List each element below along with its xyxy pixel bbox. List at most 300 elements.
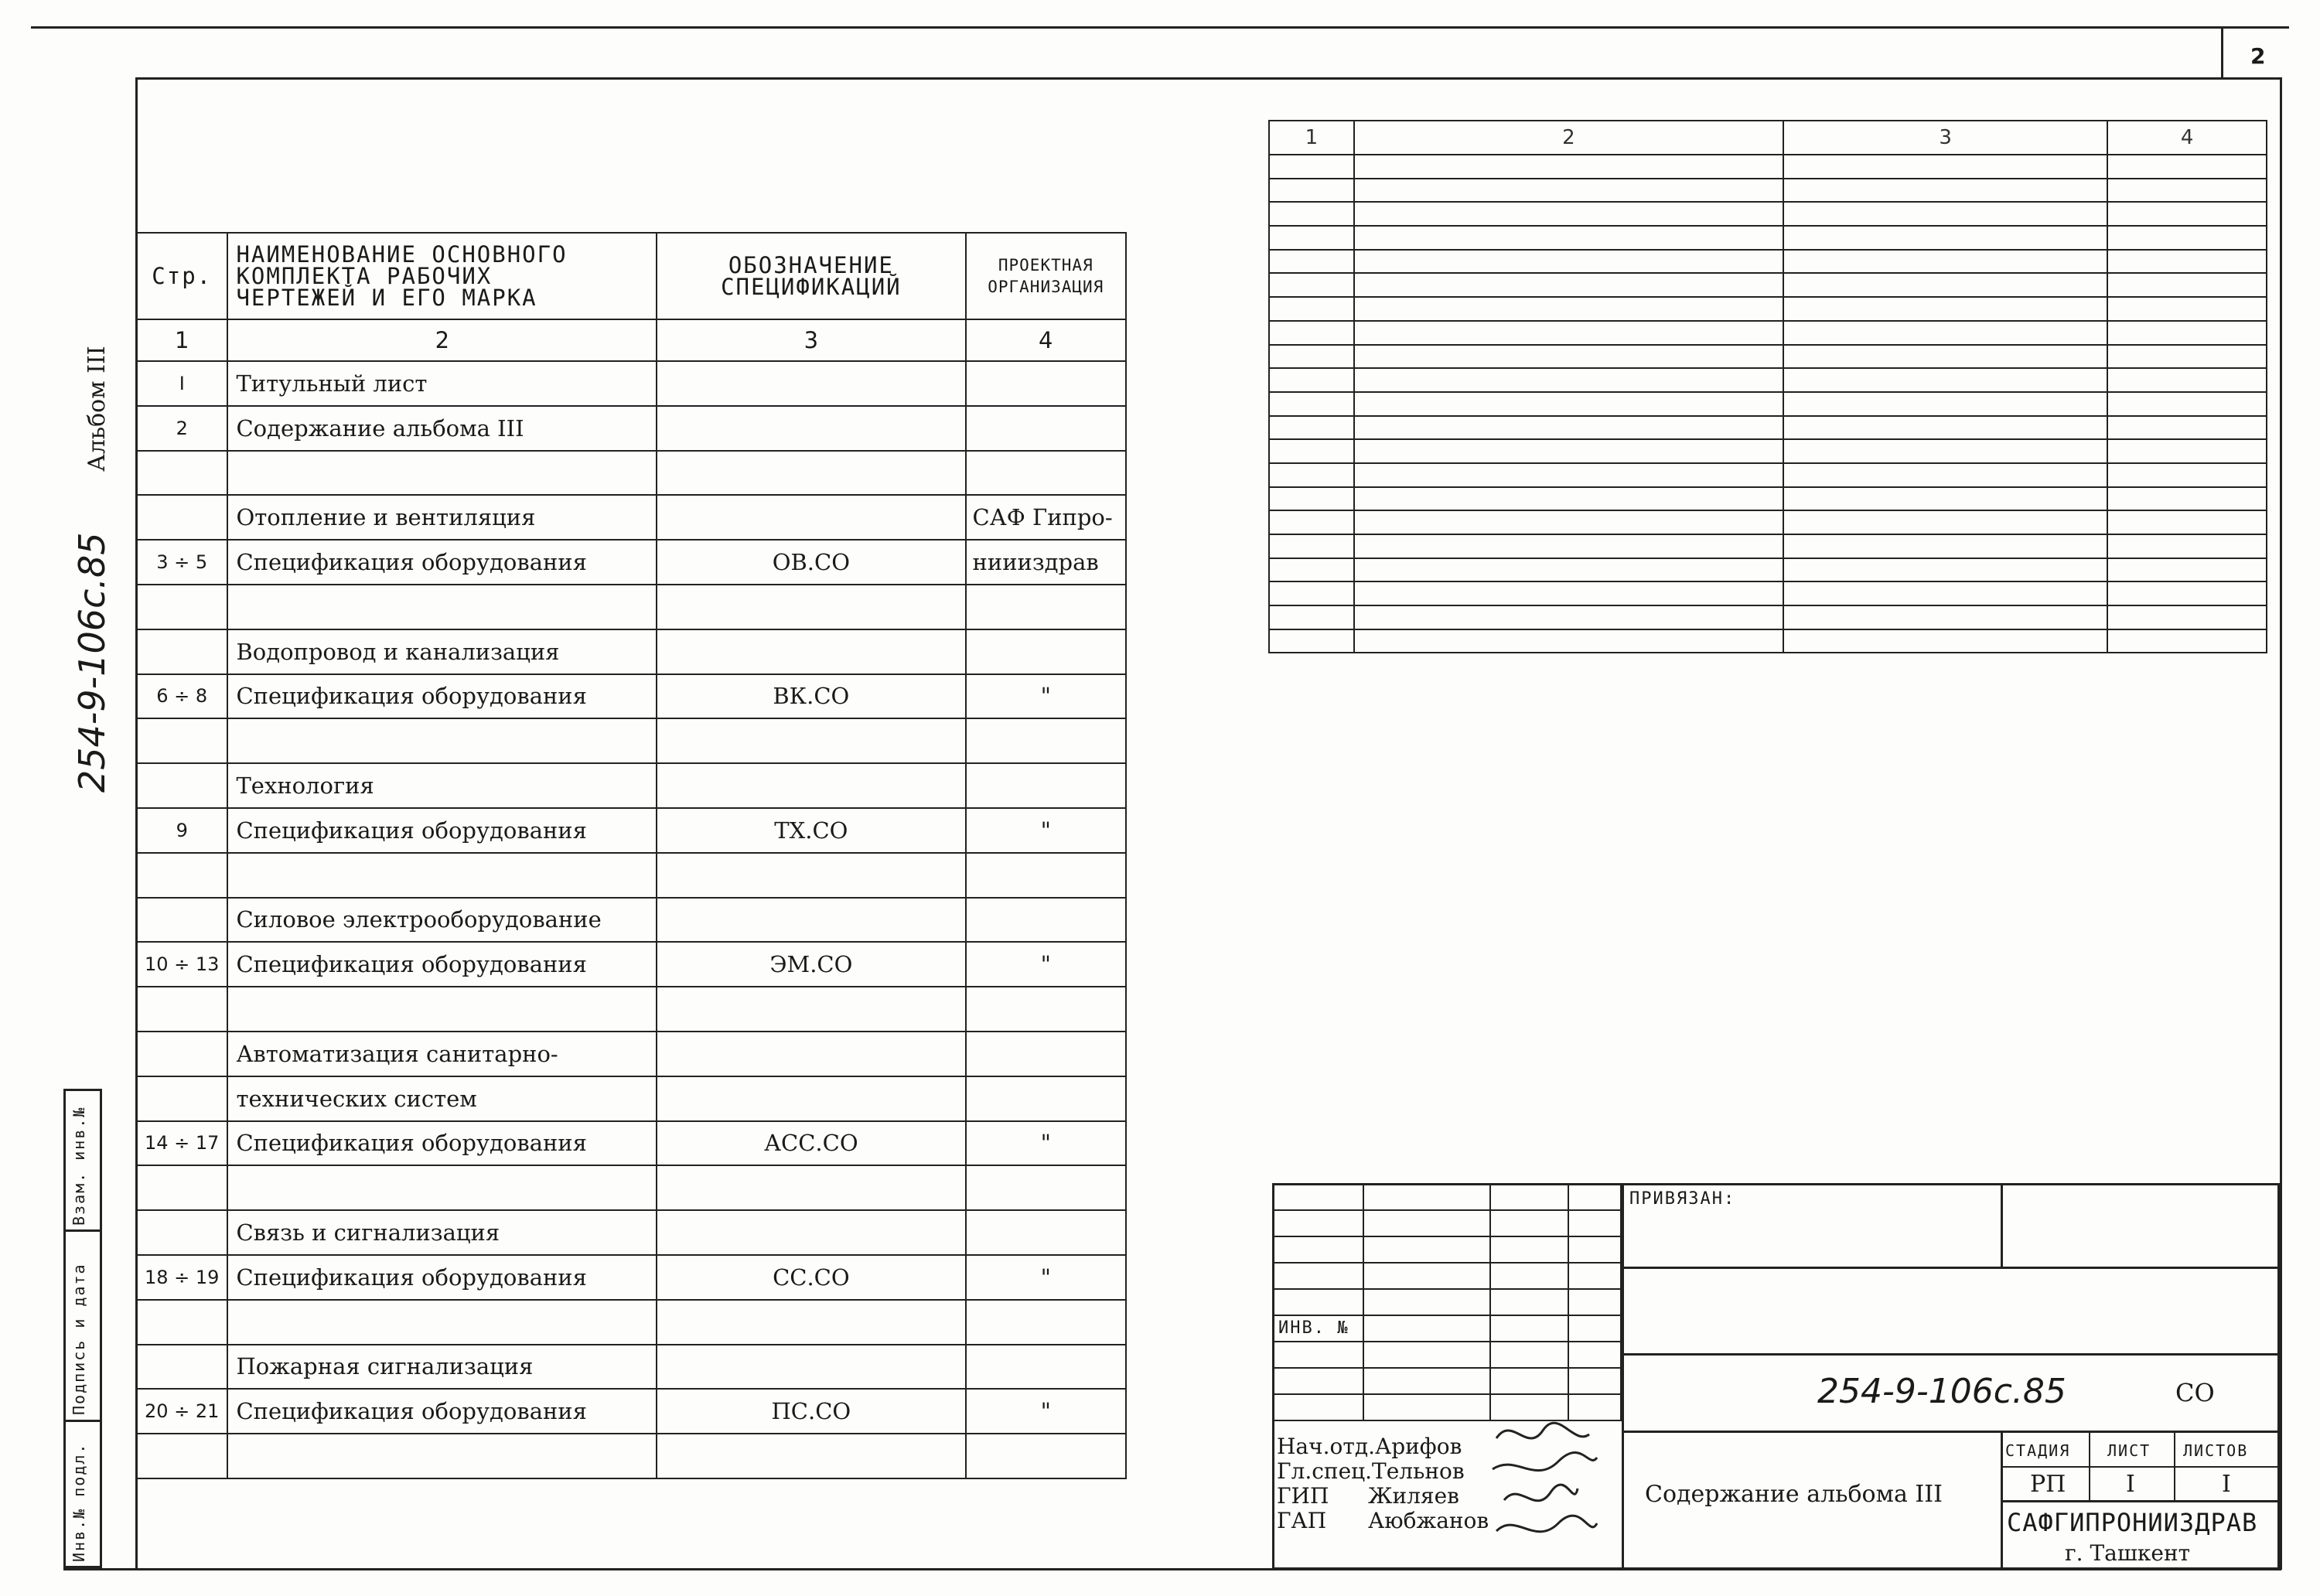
blank-cell bbox=[1269, 179, 1354, 203]
stamp-cell bbox=[1363, 1210, 1489, 1236]
blank-cell bbox=[1783, 273, 2107, 297]
organization-cell: " bbox=[966, 808, 1126, 853]
name-cell bbox=[227, 987, 657, 1032]
side-stamp-divider bbox=[63, 1229, 102, 1232]
stamp-cell bbox=[1363, 1368, 1489, 1394]
stamp-cell bbox=[1363, 1184, 1489, 1210]
blank-cell bbox=[1354, 179, 1783, 203]
blank-cell bbox=[2107, 345, 2267, 369]
signature-name: Жиляев bbox=[1368, 1483, 1459, 1509]
document-mark: СО bbox=[2175, 1378, 2215, 1407]
blank-cell bbox=[1783, 368, 2107, 392]
designation-cell bbox=[657, 1165, 965, 1210]
blank-cell bbox=[2107, 605, 2267, 629]
header-designation-line: СПЕЦИФИКАЦИЙ bbox=[721, 274, 902, 300]
page-cell: 6 ÷ 8 bbox=[136, 674, 227, 719]
column-number-row bbox=[136, 319, 1126, 361]
table-row bbox=[136, 406, 1126, 451]
blank-cell bbox=[2107, 629, 2267, 653]
name-cell: Связь и сигнализация bbox=[227, 1210, 657, 1255]
blank-cell bbox=[2107, 439, 2267, 463]
top-border-line bbox=[31, 26, 2289, 29]
blank-cell bbox=[1269, 463, 1354, 487]
page-cell: 10 ÷ 13 bbox=[136, 942, 227, 987]
blank-cell bbox=[1269, 416, 1354, 440]
table-row bbox=[136, 1032, 1126, 1076]
stamp-cell bbox=[1568, 1315, 1621, 1342]
side-field-inv: Инв.№ подл. bbox=[70, 1442, 88, 1562]
name-cell: Спецификация оборудования bbox=[227, 674, 657, 719]
name-cell: Технология bbox=[227, 763, 657, 808]
page-cell bbox=[136, 1032, 227, 1076]
blank-cell bbox=[1269, 321, 1354, 345]
blank-cell bbox=[1783, 605, 2107, 629]
name-cell bbox=[227, 451, 657, 496]
blank-cell bbox=[1354, 581, 1783, 605]
page-cell: I bbox=[136, 361, 227, 406]
signature-role: Гл.спец. bbox=[1277, 1458, 1373, 1484]
name-cell bbox=[227, 1434, 657, 1478]
title-divider-h bbox=[1622, 1353, 2280, 1356]
stamp-row bbox=[1273, 1236, 1621, 1263]
designation-cell bbox=[657, 629, 965, 674]
designation-cell: ПС.СО bbox=[657, 1389, 965, 1434]
blank-row bbox=[1269, 463, 2267, 487]
blank-cell bbox=[2107, 226, 2267, 250]
stage-divider-v bbox=[2174, 1431, 2175, 1500]
column-number: 2 bbox=[227, 319, 657, 361]
table-row bbox=[136, 853, 1126, 898]
stamp-cell bbox=[1490, 1236, 1569, 1263]
blank-cell bbox=[1354, 463, 1783, 487]
table-row bbox=[136, 674, 1126, 719]
stage-divider-h bbox=[2001, 1466, 2280, 1468]
organization-cell bbox=[966, 1345, 1126, 1390]
blank-cell bbox=[1354, 273, 1783, 297]
blank-cell bbox=[1354, 439, 1783, 463]
name-cell: Содержание альбома III bbox=[227, 406, 657, 451]
stamp-cell bbox=[1490, 1263, 1569, 1289]
designation-cell bbox=[657, 987, 965, 1032]
page-cell bbox=[136, 1210, 227, 1255]
table-row bbox=[136, 1255, 1126, 1300]
blank-cell bbox=[1269, 558, 1354, 582]
organization-cell bbox=[966, 853, 1126, 898]
table-row bbox=[136, 1210, 1126, 1255]
table-row bbox=[136, 1434, 1126, 1478]
column-number: 2 bbox=[1354, 121, 1783, 155]
blank-row bbox=[1269, 392, 2267, 416]
organization-cell: " bbox=[966, 1255, 1126, 1300]
blank-row bbox=[1269, 226, 2267, 250]
designation-cell bbox=[657, 1076, 965, 1121]
signature-role: Нач.отд. bbox=[1277, 1434, 1376, 1459]
blank-cell bbox=[1269, 581, 1354, 605]
designation-cell: ОВ.СО bbox=[657, 540, 965, 585]
inv-label: ИНВ. № bbox=[1278, 1318, 1349, 1338]
document-title: Содержание альбома III bbox=[1645, 1481, 1943, 1508]
blank-cell bbox=[1354, 345, 1783, 369]
sheet-value: I bbox=[2126, 1471, 2135, 1498]
column-number: 1 bbox=[136, 319, 227, 361]
page-cell bbox=[136, 495, 227, 540]
blank-cell bbox=[1783, 558, 2107, 582]
designation-cell: ТХ.СО bbox=[657, 808, 965, 853]
header-designation-line: ОБОЗНАЧЕНИЕ bbox=[728, 252, 894, 278]
organization-cell bbox=[966, 1076, 1126, 1121]
blank-cell bbox=[1269, 392, 1354, 416]
organization-cell: " bbox=[966, 674, 1126, 719]
signature-row bbox=[1277, 1484, 1489, 1509]
title-divider-h bbox=[1622, 1431, 2280, 1433]
signature-row bbox=[1277, 1509, 1489, 1533]
name-cell bbox=[227, 718, 657, 763]
handwritten-signatures bbox=[1481, 1415, 1612, 1562]
stamp-cell bbox=[1568, 1368, 1621, 1394]
name-cell: Спецификация оборудования bbox=[227, 1389, 657, 1434]
blank-row bbox=[1269, 605, 2267, 629]
blank-row bbox=[1269, 202, 2267, 226]
blank-row bbox=[1269, 487, 2267, 511]
stamp-cell bbox=[1273, 1210, 1363, 1236]
designation-cell bbox=[657, 1210, 965, 1255]
blank-cell bbox=[1783, 321, 2107, 345]
organization-cell bbox=[966, 987, 1126, 1032]
page-cell bbox=[136, 585, 227, 629]
table-row bbox=[136, 763, 1126, 808]
table-row bbox=[136, 898, 1126, 943]
blank-cell bbox=[1354, 321, 1783, 345]
stamp-cell bbox=[1363, 1342, 1489, 1368]
contents-header-row bbox=[136, 233, 1126, 319]
side-stamp-divider bbox=[63, 1420, 102, 1422]
blank-row bbox=[1269, 368, 2267, 392]
page-cell bbox=[136, 898, 227, 943]
name-cell: Силовое электрооборудование bbox=[227, 898, 657, 943]
stamp-cell bbox=[1273, 1236, 1363, 1263]
blank-cell bbox=[1269, 155, 1354, 179]
blank-cell bbox=[1269, 510, 1354, 534]
blank-cell bbox=[1783, 297, 2107, 321]
designation-cell bbox=[657, 495, 965, 540]
sheets-value: I bbox=[2222, 1471, 2231, 1498]
stamp-cell bbox=[1273, 1184, 1363, 1210]
side-drawing-code: 254-9-106с.85 bbox=[71, 532, 113, 793]
blank-cell bbox=[1354, 368, 1783, 392]
side-field-signature: Подпись и дата bbox=[70, 1263, 88, 1415]
designation-cell: ЭМ.СО bbox=[657, 942, 965, 987]
stamp-cell bbox=[1490, 1342, 1569, 1368]
header-name-line: КОМПЛЕКТА РАБОЧИХ bbox=[236, 263, 493, 289]
table-row bbox=[136, 361, 1126, 406]
column-number: 3 bbox=[1783, 121, 2107, 155]
blank-cell bbox=[1354, 534, 1783, 558]
stamp-cell bbox=[1568, 1210, 1621, 1236]
header-designation bbox=[657, 233, 965, 319]
table-row bbox=[136, 1076, 1126, 1121]
organization-cell bbox=[966, 1210, 1126, 1255]
stamp-cell bbox=[1568, 1184, 1621, 1210]
page-cell bbox=[136, 1300, 227, 1345]
page-cell bbox=[136, 1165, 227, 1210]
stamp-cell bbox=[1568, 1342, 1621, 1368]
sheet-number-box-line bbox=[2221, 26, 2223, 77]
blank-cell bbox=[1783, 416, 2107, 440]
blank-row bbox=[1269, 179, 2267, 203]
designation-cell bbox=[657, 361, 965, 406]
name-cell: технических систем bbox=[227, 1076, 657, 1121]
blank-cell bbox=[1783, 439, 2107, 463]
designation-cell bbox=[657, 1032, 965, 1076]
blank-row bbox=[1269, 321, 2267, 345]
blank-cell bbox=[1269, 345, 1354, 369]
organization-cell bbox=[966, 406, 1126, 451]
title-divider-h bbox=[1622, 1267, 2280, 1269]
blank-cell bbox=[2107, 202, 2267, 226]
blank-row bbox=[1269, 345, 2267, 369]
blank-cell bbox=[1269, 605, 1354, 629]
table-row bbox=[136, 629, 1126, 674]
table-row bbox=[136, 1300, 1126, 1345]
signature-name: Арифов bbox=[1375, 1434, 1462, 1459]
drawing-code: 254-9-106с.85 bbox=[1817, 1372, 2066, 1411]
blank-cell bbox=[1354, 558, 1783, 582]
organization-cell bbox=[966, 361, 1126, 406]
blank-cell bbox=[2107, 321, 2267, 345]
page-cell bbox=[136, 853, 227, 898]
page-cell: 3 ÷ 5 bbox=[136, 540, 227, 585]
blank-row bbox=[1269, 581, 2267, 605]
header-name-line: НАИМЕНОВАНИЕ ОСНОВНОГО bbox=[236, 241, 568, 268]
blank-cell bbox=[2107, 273, 2267, 297]
blank-cell bbox=[2107, 416, 2267, 440]
organization-cell bbox=[966, 1300, 1126, 1345]
blank-cell bbox=[1783, 392, 2107, 416]
stamp-cell bbox=[1490, 1315, 1569, 1342]
page-cell: 2 bbox=[136, 406, 227, 451]
signature-list bbox=[1277, 1434, 1489, 1533]
table-row bbox=[136, 942, 1126, 987]
sheet-number: 2 bbox=[2250, 43, 2266, 69]
blank-cell bbox=[1783, 202, 2107, 226]
signature-role: ГИП bbox=[1277, 1483, 1329, 1509]
blank-cell bbox=[1269, 202, 1354, 226]
designation-cell bbox=[657, 718, 965, 763]
name-cell: Спецификация оборудования bbox=[227, 808, 657, 853]
designation-cell: СС.СО bbox=[657, 1255, 965, 1300]
blank-cell bbox=[1354, 629, 1783, 653]
column-number: 4 bbox=[2107, 121, 2267, 155]
stamp-cell bbox=[1363, 1394, 1489, 1420]
stamp-cell bbox=[1568, 1289, 1621, 1315]
name-cell bbox=[227, 853, 657, 898]
right-blank-body bbox=[1269, 155, 2267, 653]
header-name bbox=[227, 233, 657, 319]
name-cell: Водопровод и канализация bbox=[227, 629, 657, 674]
signature-name: Тельнов bbox=[1372, 1458, 1465, 1484]
name-cell bbox=[227, 585, 657, 629]
organization-cell bbox=[966, 718, 1126, 763]
stamp-row bbox=[1273, 1263, 1621, 1289]
blank-cell bbox=[1783, 629, 2107, 653]
blank-cell bbox=[2107, 179, 2267, 203]
organization-cell: " bbox=[966, 1121, 1126, 1166]
blank-cell bbox=[1269, 297, 1354, 321]
page-cell bbox=[136, 451, 227, 496]
stamp-cell bbox=[1363, 1236, 1489, 1263]
stamp-cell bbox=[1273, 1263, 1363, 1289]
blank-cell bbox=[1783, 345, 2107, 369]
blank-cell bbox=[1269, 273, 1354, 297]
blank-cell bbox=[1783, 250, 2107, 274]
sheets-label: ЛИСТОВ bbox=[2183, 1441, 2249, 1460]
designation-cell bbox=[657, 853, 965, 898]
sheet-label: ЛИСТ bbox=[2107, 1441, 2151, 1460]
table-row bbox=[136, 1165, 1126, 1210]
page-cell: 14 ÷ 17 bbox=[136, 1121, 227, 1166]
blank-cell bbox=[1783, 581, 2107, 605]
stamp-cell bbox=[1490, 1289, 1569, 1315]
page-cell bbox=[136, 763, 227, 808]
title-divider-v bbox=[1622, 1183, 1624, 1570]
blank-cell bbox=[1783, 487, 2107, 511]
name-cell: Титульный лист bbox=[227, 361, 657, 406]
blank-cell bbox=[1354, 202, 1783, 226]
designation-cell bbox=[657, 898, 965, 943]
attached-label: ПРИВЯЗАН: bbox=[1629, 1189, 1736, 1209]
name-cell: Пожарная сигнализация bbox=[227, 1345, 657, 1390]
organization-cell: САФ Гипро- bbox=[966, 495, 1126, 540]
contents-table bbox=[135, 232, 1127, 1479]
title-block bbox=[1272, 1183, 2280, 1570]
designation-cell: АСС.СО bbox=[657, 1121, 965, 1166]
organization-cell bbox=[966, 1165, 1126, 1210]
designation-cell: ВК.СО bbox=[657, 674, 965, 719]
blank-row bbox=[1269, 439, 2267, 463]
blank-cell bbox=[1269, 250, 1354, 274]
blank-cell bbox=[1354, 510, 1783, 534]
inner-frame-right bbox=[2280, 77, 2282, 1570]
blank-cell bbox=[1269, 534, 1354, 558]
designation-cell bbox=[657, 451, 965, 496]
blank-row bbox=[1269, 297, 2267, 321]
stage-divider-v bbox=[2089, 1431, 2090, 1500]
page-cell: 9 bbox=[136, 808, 227, 853]
table-row bbox=[136, 718, 1126, 763]
blank-cell bbox=[1269, 439, 1354, 463]
blank-cell bbox=[1269, 226, 1354, 250]
stage-label: СТАДИЯ bbox=[2005, 1441, 2071, 1460]
stamp-cell bbox=[1363, 1289, 1489, 1315]
page-cell bbox=[136, 1434, 227, 1478]
blank-cell bbox=[1783, 226, 2107, 250]
table-row bbox=[136, 585, 1126, 629]
right-column-number-row bbox=[1269, 121, 2267, 155]
page-cell bbox=[136, 1345, 227, 1390]
designation-cell bbox=[657, 585, 965, 629]
organization-cell bbox=[966, 629, 1126, 674]
blank-cell bbox=[2107, 250, 2267, 274]
stamp-cell bbox=[1490, 1210, 1569, 1236]
designation-cell bbox=[657, 1434, 965, 1478]
signature-row bbox=[1277, 1434, 1489, 1459]
table-row bbox=[136, 1121, 1126, 1166]
designation-cell bbox=[657, 763, 965, 808]
blank-cell bbox=[1783, 510, 2107, 534]
stage-value: РП bbox=[2030, 1471, 2066, 1498]
designation-cell bbox=[657, 1345, 965, 1390]
blank-row bbox=[1269, 558, 2267, 582]
header-page: Стр. bbox=[136, 233, 227, 319]
blank-cell bbox=[1269, 368, 1354, 392]
organization-name: САФГИПРОНИИЗДРАВ bbox=[2007, 1508, 2258, 1537]
header-organization-line: ОРГАНИЗАЦИЯ bbox=[988, 278, 1104, 296]
blank-row bbox=[1269, 250, 2267, 274]
blank-row bbox=[1269, 510, 2267, 534]
blank-row bbox=[1269, 155, 2267, 179]
contents-body bbox=[136, 361, 1126, 1478]
name-cell bbox=[227, 1300, 657, 1345]
blank-cell bbox=[1354, 392, 1783, 416]
stamp-cell bbox=[1568, 1236, 1621, 1263]
organization-cell: ниииздрав bbox=[966, 540, 1126, 585]
header-name-line: ЧЕРТЕЖЕЙ И ЕГО МАРКА bbox=[236, 285, 537, 311]
signature-name: Аюбжанов bbox=[1368, 1508, 1489, 1533]
stamp-cell bbox=[1490, 1184, 1569, 1210]
name-cell: Спецификация оборудования bbox=[227, 942, 657, 987]
blank-cell bbox=[1783, 179, 2107, 203]
organization-cell: " bbox=[966, 942, 1126, 987]
blank-cell bbox=[1269, 629, 1354, 653]
organization-cell bbox=[966, 1434, 1126, 1478]
organization-cell bbox=[966, 763, 1126, 808]
signature-row bbox=[1277, 1459, 1489, 1484]
blank-cell bbox=[1354, 487, 1783, 511]
name-cell bbox=[227, 1165, 657, 1210]
blank-cell bbox=[1783, 534, 2107, 558]
column-number: 3 bbox=[657, 319, 965, 361]
stamp-cell bbox=[1273, 1394, 1363, 1420]
page-cell bbox=[136, 629, 227, 674]
side-field-replace: Взам. инв.№ bbox=[70, 1106, 88, 1226]
attached-divider bbox=[2001, 1183, 2003, 1267]
organization-city: г. Ташкент bbox=[2065, 1540, 2191, 1566]
blank-cell bbox=[2107, 534, 2267, 558]
page-cell bbox=[136, 987, 227, 1032]
organization-cell bbox=[966, 898, 1126, 943]
stage-divider-h bbox=[2001, 1500, 2280, 1502]
blank-cell bbox=[2107, 487, 2267, 511]
name-cell: Автоматизация санитарно- bbox=[227, 1032, 657, 1076]
blank-cell bbox=[1354, 226, 1783, 250]
name-cell: Спецификация оборудования bbox=[227, 540, 657, 585]
designation-cell bbox=[657, 1300, 965, 1345]
table-row bbox=[136, 451, 1126, 496]
header-organization-line: ПРОЕКТНАЯ bbox=[998, 256, 1093, 275]
signature-role: ГАП bbox=[1277, 1508, 1327, 1533]
blank-cell bbox=[2107, 155, 2267, 179]
table-row bbox=[136, 1345, 1126, 1390]
blank-cell bbox=[1354, 250, 1783, 274]
table-row bbox=[136, 808, 1126, 853]
name-cell: Отопление и вентиляция bbox=[227, 495, 657, 540]
blank-cell bbox=[1783, 463, 2107, 487]
blank-cell bbox=[2107, 297, 2267, 321]
stamp-cell bbox=[1273, 1289, 1363, 1315]
blank-row bbox=[1269, 273, 2267, 297]
stamp-cell bbox=[1568, 1263, 1621, 1289]
blank-cell bbox=[2107, 510, 2267, 534]
